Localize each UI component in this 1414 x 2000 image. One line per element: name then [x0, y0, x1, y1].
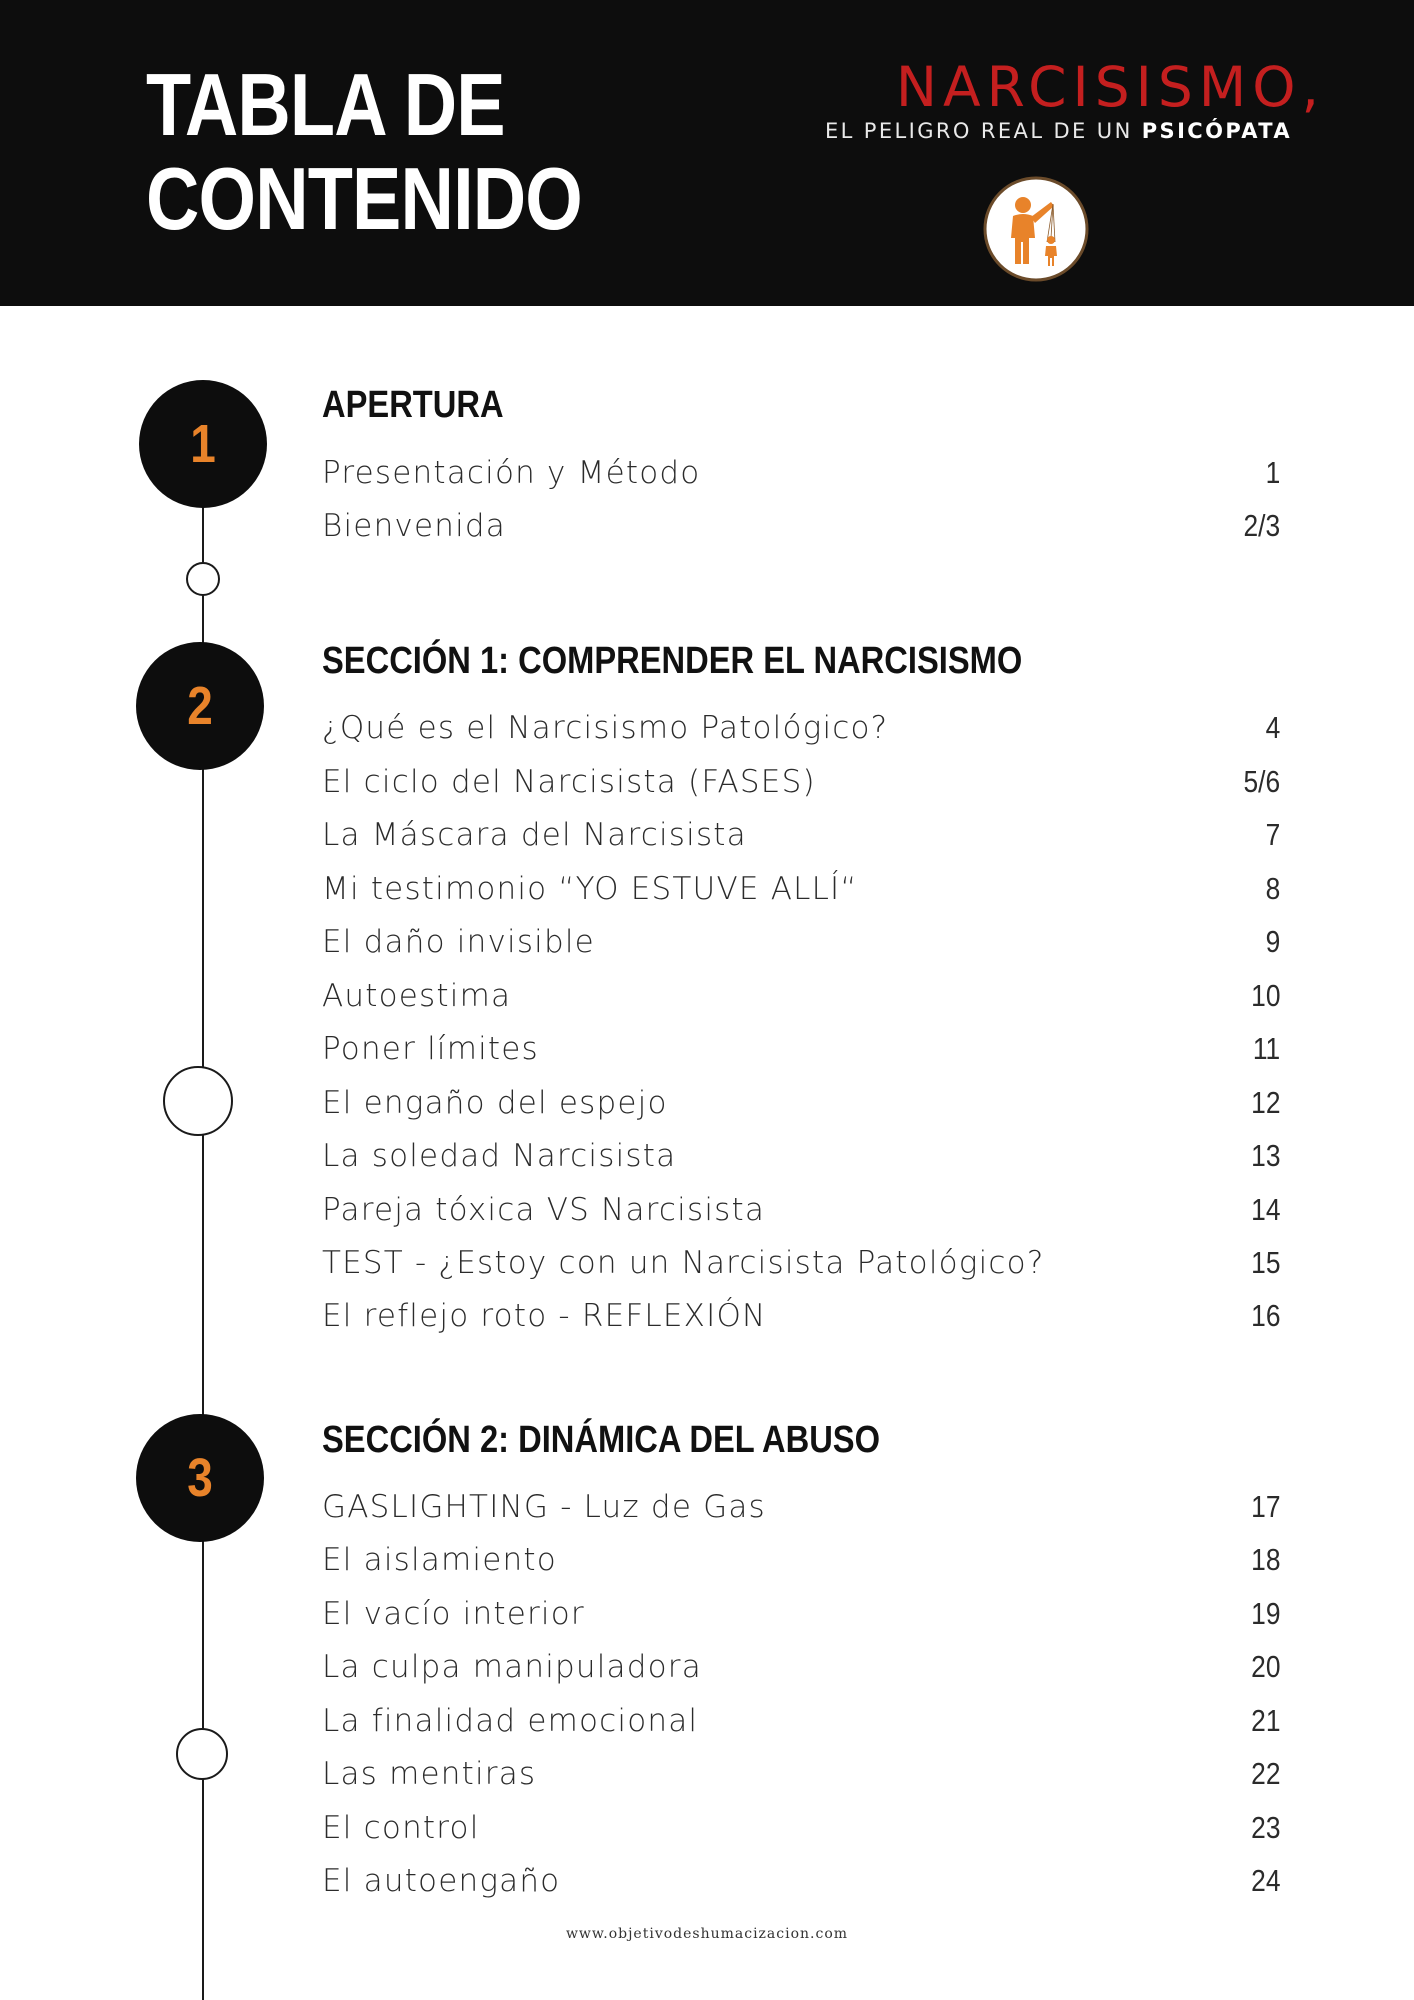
toc-entry[interactable]: [322, 971, 1280, 1021]
toc-entry-page: 19: [1250, 1596, 1280, 1631]
toc-entry-page: 24: [1250, 1863, 1280, 1898]
toc-entry-title: Bienvenida: [322, 508, 506, 544]
toc-entry-page: 16: [1250, 1298, 1280, 1333]
toc-entry[interactable]: [322, 1642, 1280, 1692]
toc-entry-title: GASLIGHTING - Luz de Gas: [322, 1489, 766, 1525]
toc-entry[interactable]: [322, 1535, 1280, 1585]
toc-entry-title: El engaño del espejo: [322, 1085, 668, 1121]
toc-entry-page: 18: [1250, 1542, 1280, 1577]
toc-entry-page: 20: [1250, 1649, 1280, 1684]
toc-entry-page: 23: [1250, 1810, 1280, 1845]
toc-entry[interactable]: [322, 1482, 1280, 1532]
toc-entry-title: El autoengaño: [322, 1863, 561, 1899]
toc-entry-page: 9: [1265, 924, 1280, 959]
toc-entry-page: 11: [1252, 1031, 1280, 1066]
brand-subtitle-bold: PSICÓPATA: [1141, 119, 1292, 143]
toc-entry[interactable]: [322, 1131, 1280, 1181]
toc-entry-page: 13: [1250, 1138, 1280, 1173]
section-number-3: 3: [187, 1448, 213, 1508]
section-number-1: 1: [190, 414, 216, 474]
toc-entry[interactable]: [322, 864, 1280, 914]
brand-subtitle-prefix: EL PELIGRO REAL DE UN: [824, 119, 1133, 143]
toc-entry[interactable]: [322, 1696, 1280, 1746]
toc-entry-title: Las mentiras: [322, 1756, 537, 1792]
toc-entry-title: El vacío interior: [322, 1596, 585, 1632]
toc-entry-page: 1: [1265, 455, 1280, 490]
page-title-line2: CONTENIDO: [146, 149, 582, 248]
toc-entry[interactable]: [322, 1024, 1280, 1074]
toc-entry-page: 22: [1250, 1756, 1280, 1791]
toc-entry[interactable]: [322, 1185, 1280, 1235]
toc-entry[interactable]: [322, 1856, 1280, 1906]
toc-entry-title: Pareja tóxica VS Narcisista: [322, 1192, 766, 1228]
toc-entry-page: 14: [1250, 1192, 1280, 1227]
toc-entry-title: Autoestima: [322, 978, 512, 1014]
section-heading: APERTURA: [322, 384, 504, 426]
toc-entry-page: 10: [1250, 978, 1280, 1013]
toc-entry-title: El daño invisible: [322, 924, 595, 960]
toc-entry[interactable]: [322, 1803, 1280, 1853]
toc-entry-page: 12: [1250, 1085, 1280, 1120]
toc-entry[interactable]: [322, 1238, 1280, 1288]
toc-entry-page: 15: [1250, 1245, 1280, 1280]
toc-entry[interactable]: [322, 1589, 1280, 1639]
toc-entry[interactable]: [322, 917, 1280, 967]
toc-entry-title: Mi testimonio “YO ESTUVE ALLÍ“: [322, 871, 858, 907]
toc-entry-title: TEST - ¿Estoy con un Narcisista Patológico?: [322, 1245, 1045, 1281]
section-heading: SECCIÓN 1: COMPRENDER EL NARCISISMO: [322, 640, 1023, 682]
toc-entry-page: 5/6: [1243, 764, 1280, 799]
section-number-2: 2: [187, 676, 213, 736]
toc-entry-title: La finalidad emocional: [322, 1703, 699, 1739]
section-heading: SECCIÓN 2: DINÁMICA DEL ABUSO: [322, 1419, 881, 1461]
toc-entry-title: La soledad Narcisista: [322, 1138, 677, 1174]
toc-entry[interactable]: [322, 448, 1280, 498]
toc-entry-title: El ciclo del Narcisista (FASES): [322, 764, 816, 800]
toc-entry[interactable]: [322, 757, 1280, 807]
brand-title: NARCISISMO,: [895, 55, 1325, 119]
footer-url[interactable]: www.objetivodeshumacizacion.com: [565, 1926, 849, 1942]
toc-entry-page: 2/3: [1243, 508, 1280, 543]
toc-entry[interactable]: [322, 1291, 1280, 1341]
toc-entry-page: 21: [1250, 1703, 1280, 1738]
toc-entry[interactable]: [322, 1749, 1280, 1799]
toc-entry[interactable]: [322, 1078, 1280, 1128]
toc-entry-title: La Máscara del Narcisista: [322, 817, 747, 853]
toc-entry[interactable]: [322, 810, 1280, 860]
toc-entry-page: 8: [1265, 871, 1280, 906]
toc-entry-page: 7: [1265, 817, 1280, 852]
toc-entry[interactable]: [322, 501, 1280, 551]
toc-entry-title: La culpa manipuladora: [322, 1649, 702, 1685]
toc-entry-title: ¿Qué es el Narcisismo Patológico?: [322, 710, 889, 746]
toc-entry-page: 4: [1265, 710, 1280, 745]
toc-entry-title: El aislamiento: [322, 1542, 557, 1578]
toc-entry-title: El control: [322, 1810, 480, 1846]
toc-entry-title: Presentación y Método: [322, 455, 701, 491]
toc-entry-title: El reflejo roto - REFLEXIÓN: [322, 1298, 767, 1334]
toc-entry[interactable]: [322, 703, 1280, 753]
toc-entry-title: Poner límites: [322, 1031, 539, 1067]
toc-entry-page: 17: [1250, 1489, 1280, 1524]
page-title-line1: TABLA DE: [146, 55, 505, 154]
